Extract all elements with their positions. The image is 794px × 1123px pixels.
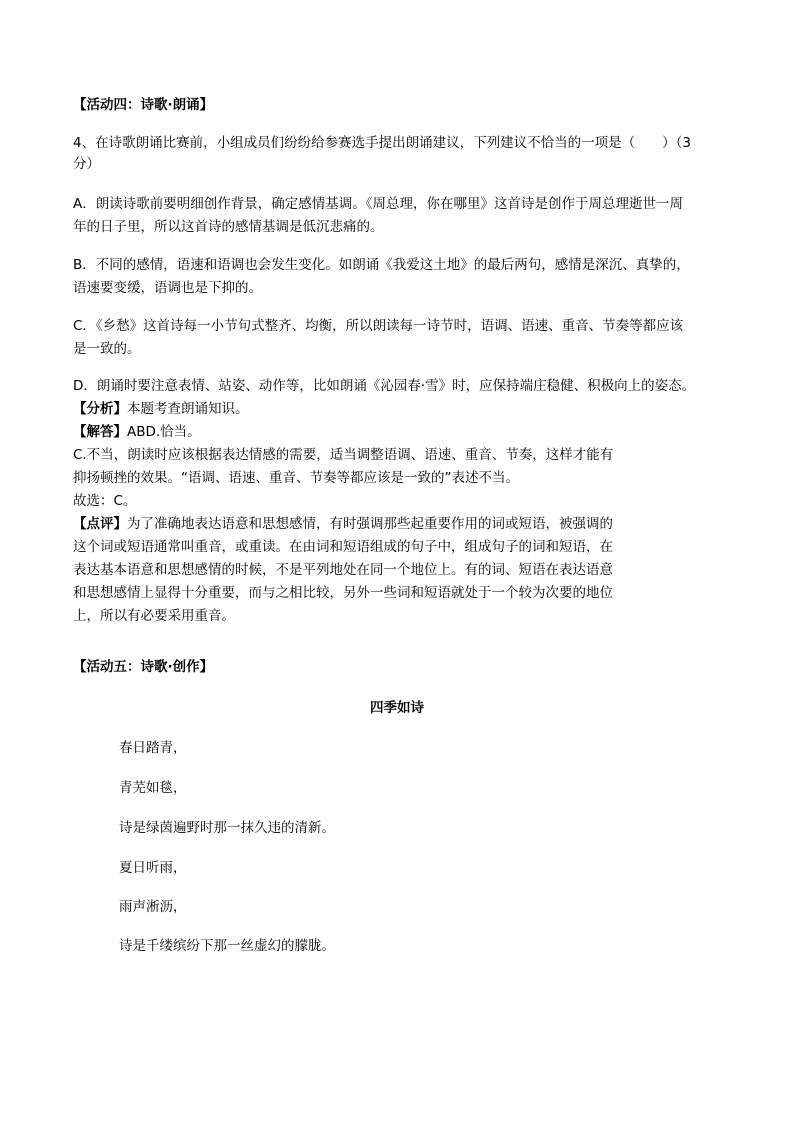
poem-line: 青芜如毯， [119,780,187,796]
dianping-text: 为了准确地表达语意和思想感情，有时强调那些起重要作用的词或短语，被强调的 [127,516,613,532]
dianping-line [73,513,721,536]
poem-line: 夏日听雨， [119,860,187,876]
jieda-c-line: 抑扬顿挫的效果。“语调、语速、重音、节奏等都应该是一致的”表述不当。 [73,470,519,486]
jieda-line [73,421,721,444]
activity5-heading: 【活动五：诗歌·创作】 [73,659,214,675]
jieda-text: ABD.恰当。 [127,424,201,440]
dianping-line: 表达基本语意和思想感情的时候，不是平列地处在同一个地位上。有的词、短语在表达语意 [73,562,613,578]
poem-line: 雨声淅沥， [119,899,187,915]
dianping-tag: 【点评】 [73,516,127,532]
option-a [73,193,721,239]
dianping-line: 上，所以有必要采用重音。 [73,608,235,624]
question-stem-line: 4、在诗歌朗诵比赛前，小组成员们纷纷给参赛选手提出朗诵建议，下列建议不恰当的一项是（ ）（3 [73,135,691,151]
poem-line: 诗是千缕缤纷下那一丝虚幻的朦胧。 [119,938,335,954]
option-a-line: A．朗读诗歌前要明细创作背景，确定感情基调。《周总理，你在哪里》这首诗是创作于周总理逝世一周 [73,196,683,212]
poem-line: 春日踏青， [119,740,187,756]
analysis-section [73,375,721,628]
dianping-line: 这个词或短语通常叫重音，或重读。在由词和短语组成的句子中，组成句子的词和短语，在 [73,539,613,555]
fenxi-tag: 【分析】 [73,401,127,417]
option-b-line: B．不同的感情，语速和语调也会发生变化。如朗诵《我爱这土地》的最后两句，感情是深沉、真挚的， [73,257,690,273]
fenxi-line [73,398,721,421]
fenxi-text: 本题考查朗诵知识。 [127,401,249,417]
option-c [73,315,721,361]
option-c-line: 是一致的。 [73,341,141,357]
dianping-line: 和思想感情上显得十分重要，而与之相比较，另外一些词和短语就处于一个较为次要的地位 [73,585,613,601]
option-b [73,254,721,300]
option-b-line: 语速要变缓，语调也是下抑的。 [73,280,262,296]
poem-title: 四季如诗 [370,700,424,716]
question-stem [73,133,721,175]
question-stem-line: 分） [73,156,100,172]
answer-line: 故选：C。 [73,493,137,509]
poem-line: 诗是绿茵遍野时那一抹久违的清新。 [119,820,335,836]
option-d-line: D．朗诵时要注意表情、站姿、动作等，比如朗诵《沁园春·雪》时，应保持端庄稳健、积极向上的姿态。 [73,378,696,394]
option-c-line: C．《乡愁》这首诗每一小节句式整齐、均衡，所以朗读每一诗节时，语调、语速、重音、节奏等都应该 [73,318,684,334]
jieda-c-line: C.不当，朗读时应该根据表达情感的需要，适当调整语调、语速、重音、节奏，这样才能有 [73,447,614,463]
activity4-heading: 【活动四：诗歌·朗诵】 [73,97,214,113]
jieda-tag: 【解答】 [73,424,127,440]
option-a-line: 年的日子里，所以这首诗的感情基调是低沉悲痛的。 [73,219,384,235]
